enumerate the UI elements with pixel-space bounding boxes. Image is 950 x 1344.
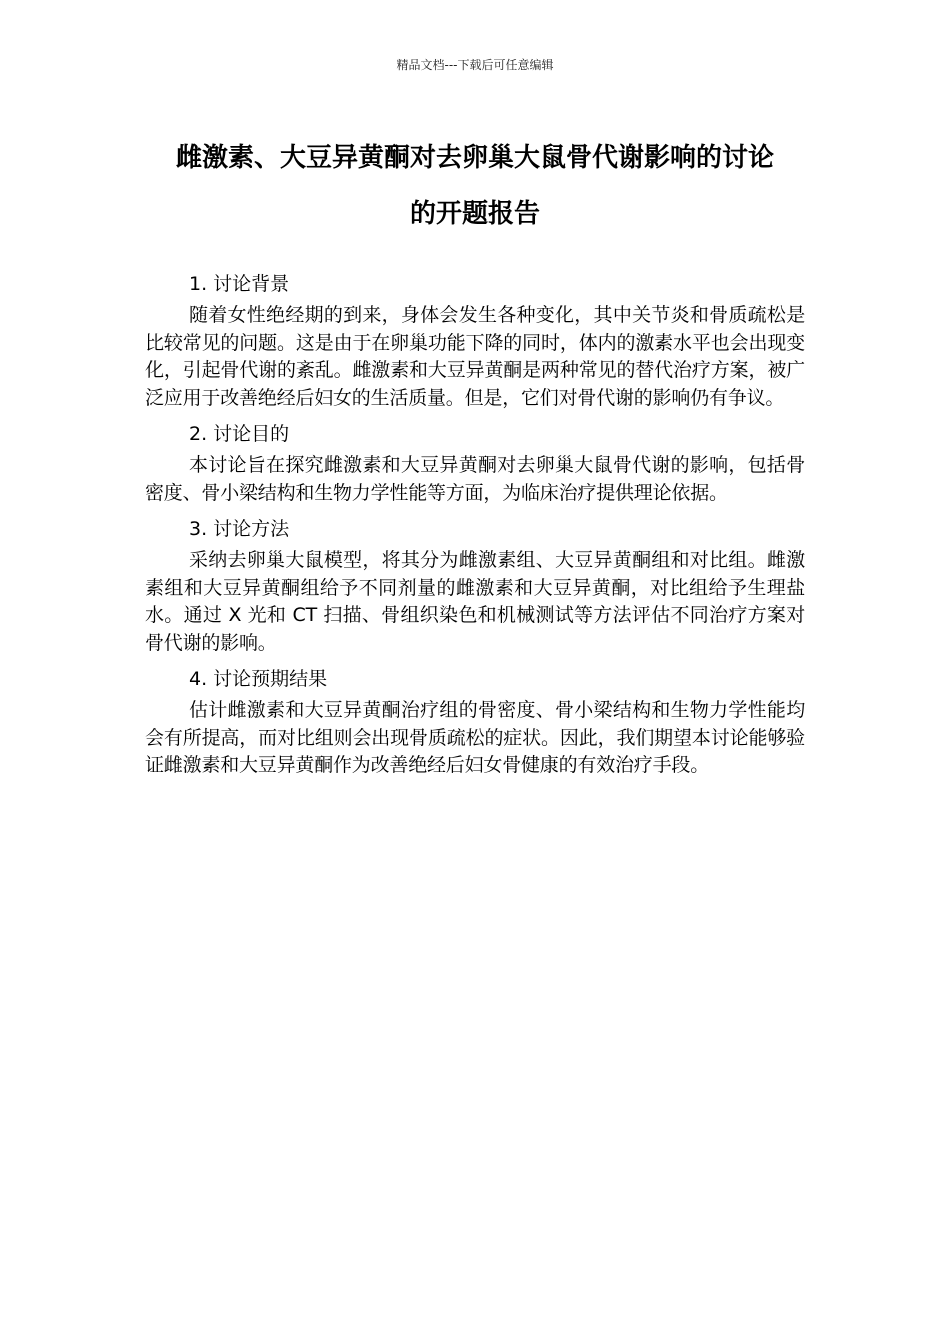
section-heading: 1. 讨论背景 <box>189 273 290 295</box>
section-method <box>145 511 805 657</box>
section-heading: 4. 讨论预期结果 <box>189 668 328 690</box>
header-note: 精品文档---下载后可任意编辑 <box>396 58 554 72</box>
title-line-1: 雌激素、大豆异黄酮对去卵巢大鼠骨代谢影响的讨论 <box>175 143 774 173</box>
section-heading: 3. 讨论方法 <box>189 518 290 540</box>
section-paragraph: 采纳去卵巢大鼠模型，将其分为雌激素组、大豆异黄酮组和对比组。雌激素组和大豆异黄酮组给予不同剂量的雌激素和大豆异黄酮，对比组给予生理盐水。通过 X 光和 CT 扫描、骨组织染色和机械测试等方法评估不同治疗方案对骨代谢的影响。 <box>145 549 805 654</box>
document-body <box>145 266 805 784</box>
section-purpose <box>145 416 805 507</box>
section-background <box>145 266 805 412</box>
section-heading: 2. 讨论目的 <box>189 423 290 445</box>
section-paragraph: 本讨论旨在探究雌激素和大豆异黄酮对去卵巢大鼠骨代谢的影响，包括骨密度、骨小梁结构和生物力学性能等方面，为临床治疗提供理论依据。 <box>145 454 805 504</box>
document-title <box>140 130 810 242</box>
section-paragraph: 估计雌激素和大豆异黄酮治疗组的骨密度、骨小梁结构和生物力学性能均会有所提高，而对比组则会出现骨质疏松的症状。因此，我们期望本讨论能够验证雌激素和大豆异黄酮作为改善绝经后妇女骨健康的有效治疗手段。 <box>145 699 805 776</box>
section-expected-results <box>145 661 805 780</box>
section-paragraph: 随着女性绝经期的到来，身体会发生各种变化，其中关节炎和骨质疏松是比较常见的问题。这是由于在卵巢功能下降的同时，体内的激素水平也会出现变化，引起骨代谢的紊乱。雌激素和大豆异黄酮是两种常见的替代治疗方案，被广泛应用于改善绝经后妇女的生活质量。但是，它们对骨代谢的影响仍有争议。 <box>145 304 805 409</box>
title-line-2: 的开题报告 <box>409 199 540 229</box>
